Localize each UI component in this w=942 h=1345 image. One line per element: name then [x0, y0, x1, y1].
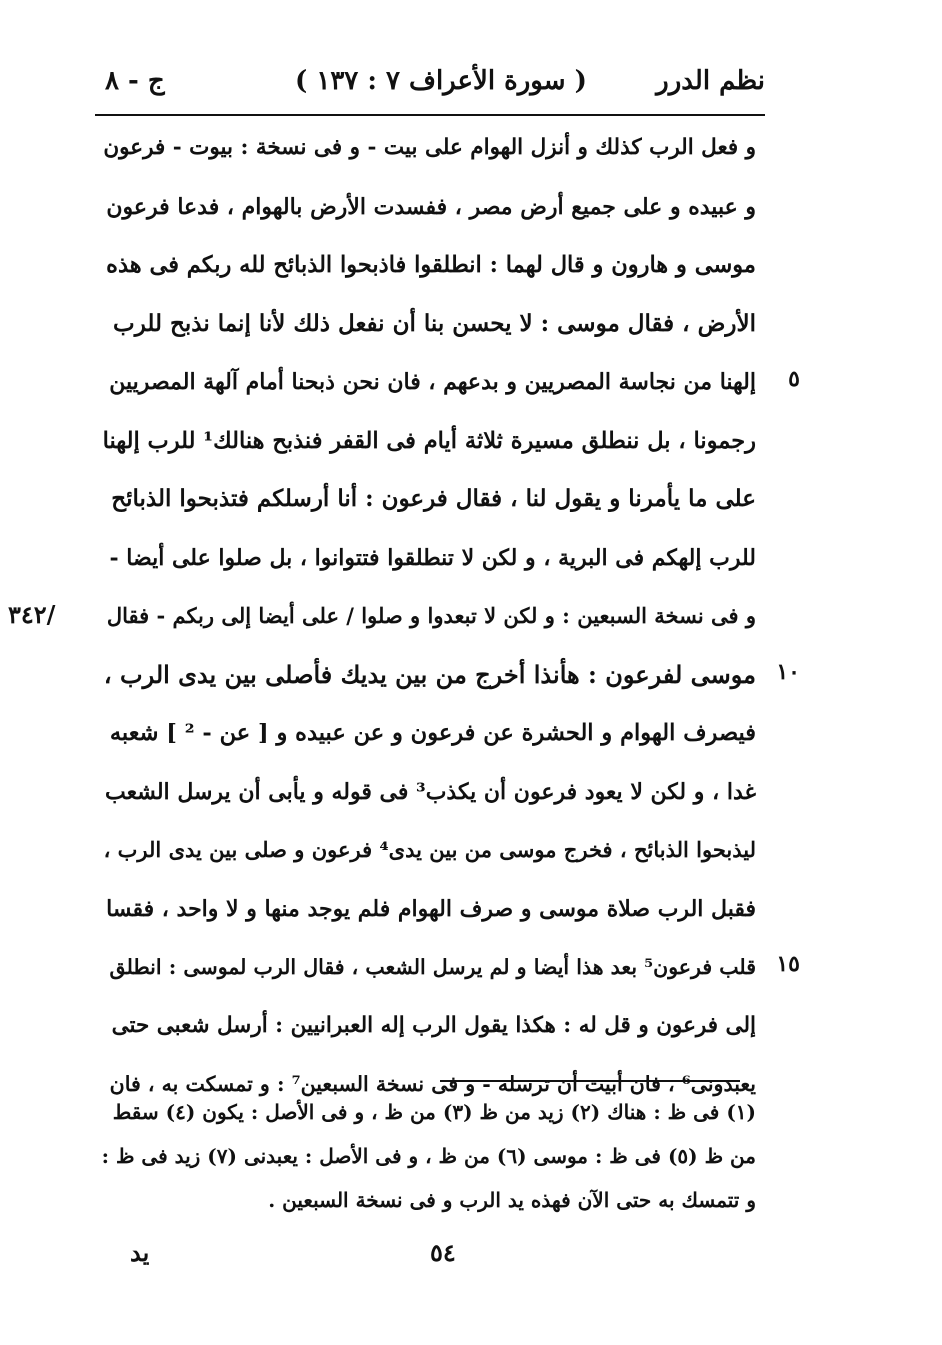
- line-text: فقبل الرب صلاة موسى و صرف الهوام فلم يوجد منها و لا واحد ، فقسا: [106, 895, 756, 922]
- line-text: موسى و هارون و قال لهما : انطلقوا فاذبحوا الذبائح لله ربكم فى هذه: [106, 252, 756, 278]
- text-line: [100, 709, 756, 768]
- text-line: [100, 241, 756, 300]
- text-line: [100, 826, 756, 885]
- line-text: غدا ، و لكن لا يعود فرعون أن يكذب³ فى قوله و يأبى أن يرسل الشعب: [105, 778, 756, 805]
- text-line: [100, 124, 756, 183]
- footnote-line: [100, 1094, 756, 1138]
- header-rule: [95, 114, 765, 116]
- running-header: [95, 58, 765, 108]
- footnote-line: [100, 1138, 756, 1182]
- line-number: ٥: [788, 366, 800, 392]
- line-number: ١٥: [776, 951, 800, 977]
- footnote-text: (١) فى ظ : هناك (٢) زيد من ظ (٣) من ظ ، و فى الأصل : يكون (٤) سقط: [112, 1100, 756, 1124]
- footnote-line: [100, 1182, 756, 1226]
- text-line: [100, 475, 756, 534]
- text-line: [100, 183, 756, 242]
- page-number: ٥٤: [430, 1238, 456, 1267]
- text-line: [100, 651, 800, 710]
- text-line: [8, 592, 756, 651]
- line-number: ١٠: [776, 658, 800, 685]
- text-line: [100, 1002, 756, 1061]
- line-text: الأرض ، فقال موسى : لا يحسن بنا أن نفعل ذلك لأنا إنما نذبح للرب: [113, 309, 756, 337]
- line-text: فيصرف الهوام و الحشرة عن فرعون و عن عبيده و [ عن - ² ] شعبه: [109, 720, 756, 746]
- line-text: إلهنا من نجاسة المصريين و بدعهم ، فان نحن ذبحنا أمام آلهة المصريين: [109, 369, 756, 395]
- line-text: ليذبحوا الذبائح ، فخرج موسى من بين يدى⁴ فرعون و صلى بين يدى الرب ،: [103, 837, 756, 862]
- footnote-text: و تتمسك به حتى الآن فهذه يد الرب و فى نسخة السبعين .: [268, 1188, 756, 1212]
- line-text: موسى لفرعون : هأنذا أخرج من بين يديك فأصلى بين يدى الرب ،: [103, 659, 756, 689]
- line-text: رجمونا ، بل ننطلق مسيرة ثلاثة أيام فى القفر فنذبح هنالك¹ للرب إلهنا: [102, 427, 756, 454]
- margin-page-reference: /٣٤٢: [8, 600, 56, 629]
- line-text: للرب إلهكم فى البرية ، و لكن لا تنطلقوا فتتوانوا ، بل صلوا على أيضا -: [109, 544, 756, 571]
- line-text: يعبدونى⁶ ، فان أبيت أن ترسله - و فى نسخة السبعين⁷ : و تمسكت به ، فان: [109, 1072, 756, 1096]
- text-line: [100, 943, 800, 1002]
- line-text: قلب فرعون⁵ بعد هذا أيضا و لم يرسل الشعب ، فقال الرب لموسى : انطلق: [109, 955, 756, 979]
- line-text: و فى نسخة السبعين : و لكن لا تبعدوا و صلوا / على أيضا إلى ربكم - فقال: [106, 603, 756, 628]
- signature-mark: يد: [130, 1238, 150, 1267]
- book-title: نظم الدرر: [656, 66, 765, 96]
- surah-reference: ( سورة الأعراف ٧ : ١٣٧ ): [295, 66, 587, 96]
- volume-number: ج - ٨: [105, 66, 165, 96]
- footnote-rule: [440, 1080, 740, 1082]
- main-text: [8, 124, 800, 1119]
- line-text: على ما يأمرنا و يقول لنا ، فقال فرعون : أنا أرسلكم فتذبحوا الذبائح: [111, 485, 756, 512]
- line-text: إلى فرعون و قل له : هكذا يقول الرب إله العبرانيين : أرسل شعبى حتى: [111, 1012, 756, 1038]
- text-line: [100, 534, 756, 593]
- line-text: و فعل الرب كذلك و أنزل الهوام على بيت - و فى نسخة : بيوت - فرعون: [103, 135, 756, 160]
- text-line: [100, 768, 756, 827]
- line-text: و عبيده و على جميع أرض مصر ، ففسدت الأرض بالهوام ، فدعا فرعون: [106, 193, 756, 220]
- text-line: [100, 885, 756, 944]
- footnotes: [100, 1094, 756, 1226]
- footnote-text: من ظ (٥) فى ظ : موسى (٦) من ظ ، و فى الأصل : يعبدنى (٧) زيد فى ظ :: [101, 1144, 756, 1168]
- text-line: [100, 300, 756, 359]
- text-line: [100, 358, 800, 417]
- text-line: [100, 417, 756, 476]
